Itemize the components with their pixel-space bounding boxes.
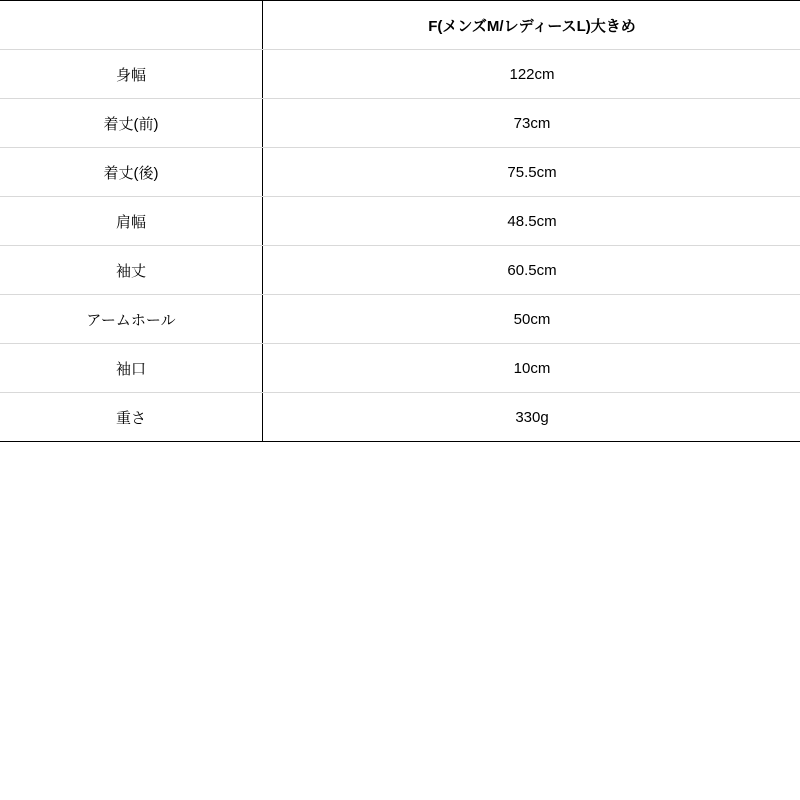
- row-label: 着丈(後): [0, 148, 263, 197]
- row-value: 48.5cm: [263, 197, 800, 246]
- table-row: [0, 50, 800, 99]
- table-row: [0, 344, 800, 393]
- header-label-cell: [0, 1, 263, 50]
- row-value: 122cm: [263, 50, 800, 99]
- table-row: [0, 295, 800, 344]
- row-value: 330g: [263, 393, 800, 442]
- row-label: 着丈(前): [0, 99, 263, 148]
- row-label: 重さ: [0, 393, 263, 442]
- table-row: [0, 246, 800, 295]
- header-value-cell: [263, 1, 800, 50]
- row-label: 袖口: [0, 344, 263, 393]
- table-header-row: [0, 1, 800, 50]
- row-label: 身幅: [0, 50, 263, 99]
- row-value: 10cm: [263, 344, 800, 393]
- row-label: 肩幅: [0, 197, 263, 246]
- table-row: [0, 197, 800, 246]
- table-row: [0, 393, 800, 442]
- row-label: アームホール: [0, 295, 263, 344]
- row-value: 73cm: [263, 99, 800, 148]
- row-value: 60.5cm: [263, 246, 800, 295]
- row-value: 75.5cm: [263, 148, 800, 197]
- table-row: [0, 148, 800, 197]
- row-value: 50cm: [263, 295, 800, 344]
- table-row: [0, 99, 800, 148]
- row-label: 袖丈: [0, 246, 263, 295]
- header-value-text: F(メンズM/レディースL)大きめ: [428, 17, 636, 35]
